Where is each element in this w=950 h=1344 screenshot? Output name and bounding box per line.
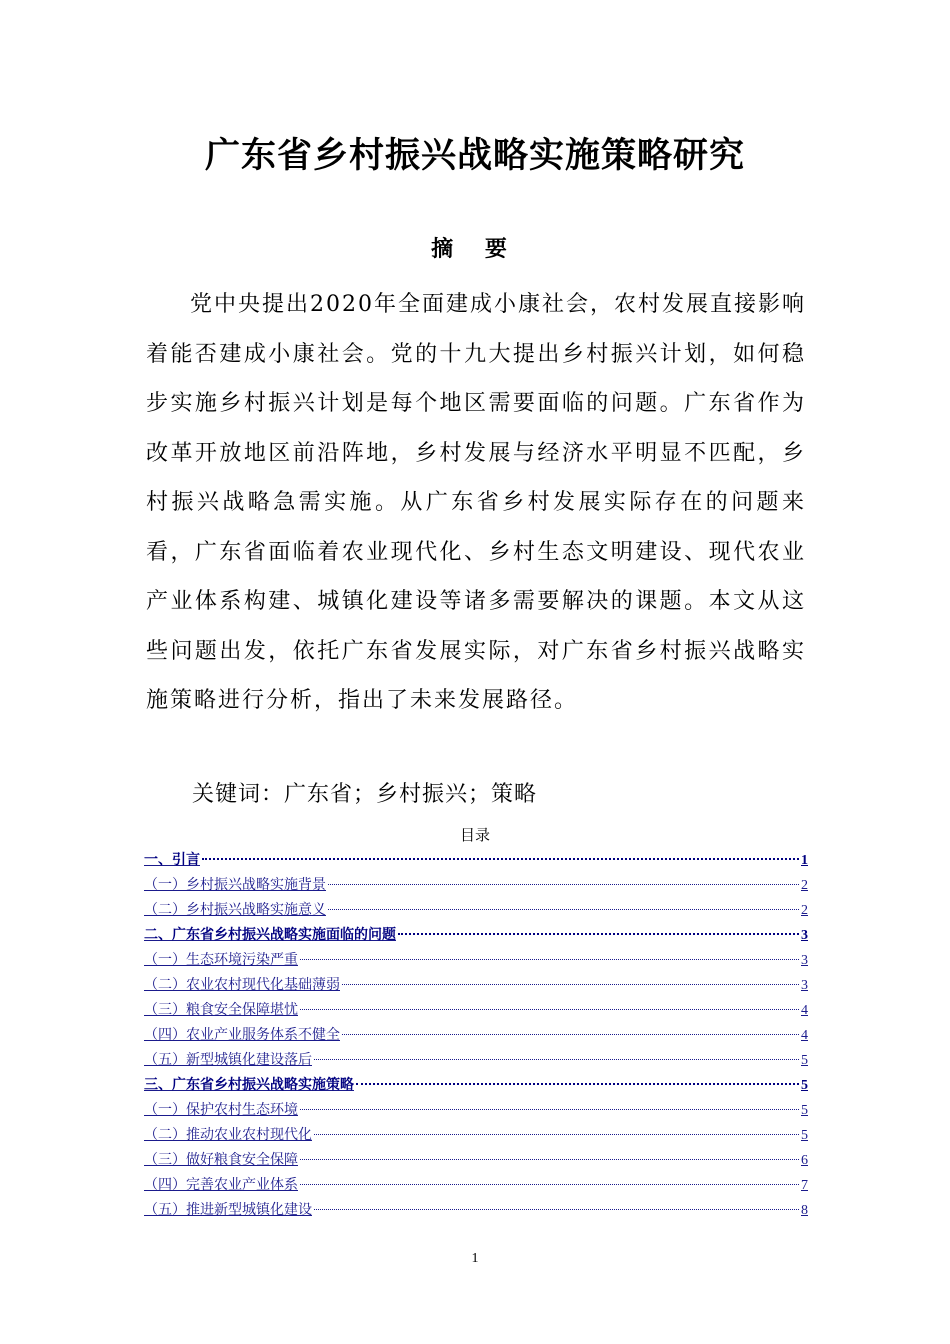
document-title: 广东省乡村振兴战略实施策略研究 <box>204 135 745 176</box>
toc-entry-label[interactable]: （四）农业产业服务体系不健全 <box>144 1028 340 1043</box>
toc-entry-page[interactable]: 5 <box>801 1103 808 1118</box>
toc-entry-page[interactable]: 1 <box>801 853 808 868</box>
toc-entry[interactable] <box>144 1198 808 1223</box>
toc-entry[interactable] <box>144 1098 808 1123</box>
toc-entry[interactable] <box>144 923 808 948</box>
toc-entry[interactable] <box>144 898 808 923</box>
toc-dot-leader <box>314 1134 799 1135</box>
toc-dot-leader <box>300 959 799 960</box>
toc-dot-leader <box>342 1034 799 1035</box>
toc-entry-label[interactable]: （三）做好粮食安全保障 <box>144 1153 298 1168</box>
toc-entry-label[interactable]: （一）保护农村生态环境 <box>144 1103 298 1118</box>
toc-entry-page[interactable]: 3 <box>801 928 808 943</box>
toc-entry-label[interactable]: （五）推进新型城镇化建设 <box>144 1203 312 1218</box>
toc-title: 目录 <box>459 826 490 844</box>
toc-entry[interactable] <box>144 1173 808 1198</box>
toc-entry[interactable] <box>144 1148 808 1173</box>
toc-entry-label[interactable]: （五）新型城镇化建设落后 <box>144 1053 312 1068</box>
toc-entry-page[interactable]: 4 <box>801 1028 808 1043</box>
toc-entry-label[interactable]: （二）乡村振兴战略实施意义 <box>144 903 326 918</box>
toc-entry-page[interactable]: 3 <box>801 978 808 993</box>
page-number: 1 <box>471 1251 479 1266</box>
toc-dot-leader <box>300 1109 799 1110</box>
toc-entry-label[interactable]: 二、广东省乡村振兴战略实施面临的问题 <box>144 928 396 943</box>
keywords: 关键词：广东省；乡村振兴；策略 <box>192 782 538 807</box>
toc-entry[interactable] <box>144 948 808 973</box>
toc-entry-page[interactable]: 5 <box>801 1053 808 1068</box>
toc-entry-label[interactable]: （四）完善农业产业体系 <box>144 1178 298 1193</box>
toc-entry-page[interactable]: 2 <box>801 903 808 918</box>
toc-dot-leader <box>328 909 799 910</box>
toc-entry-page[interactable]: 3 <box>801 953 808 968</box>
toc-dot-leader <box>314 1209 799 1210</box>
toc-entry-label[interactable]: （一）生态环境污染严重 <box>144 953 298 968</box>
toc-entry-label[interactable]: （三）粮食安全保障堪忧 <box>144 1003 298 1018</box>
toc-entry[interactable] <box>144 1123 808 1148</box>
toc-entry-label[interactable]: （二）推动农业农村现代化 <box>144 1128 312 1143</box>
toc-entry-page[interactable]: 2 <box>801 878 808 893</box>
toc-dot-leader <box>300 1009 799 1010</box>
abstract-heading: 摘 要 <box>431 236 519 262</box>
toc-entry-page[interactable]: 5 <box>801 1078 808 1093</box>
toc-entry-label[interactable]: 一、引言 <box>144 853 200 868</box>
toc-entry-page[interactable]: 5 <box>801 1128 808 1143</box>
toc-entry[interactable] <box>144 1073 808 1098</box>
toc-entry[interactable] <box>144 873 808 898</box>
toc-dot-leader <box>398 933 799 935</box>
toc-dot-leader <box>300 1159 799 1160</box>
toc-entry[interactable] <box>144 973 808 998</box>
toc-dot-leader <box>314 1059 799 1060</box>
toc-entry[interactable] <box>144 848 808 873</box>
toc-entry[interactable] <box>144 1023 808 1048</box>
toc-entry-page[interactable]: 4 <box>801 1003 808 1018</box>
toc-dot-leader <box>342 984 799 985</box>
toc-entry[interactable] <box>144 998 808 1023</box>
toc-entry-label[interactable]: （二）农业农村现代化基础薄弱 <box>144 978 340 993</box>
toc-dot-leader <box>328 884 799 885</box>
toc-entry[interactable] <box>144 1048 808 1073</box>
toc-dot-leader <box>300 1184 799 1185</box>
toc-dot-leader <box>356 1083 799 1085</box>
toc-entry-page[interactable]: 6 <box>801 1153 808 1168</box>
toc-entry-label[interactable]: 三、广东省乡村振兴战略实施策略 <box>144 1078 354 1093</box>
table-of-contents <box>144 848 808 1223</box>
toc-entry-page[interactable]: 8 <box>801 1203 808 1218</box>
toc-entry-label[interactable]: （一）乡村振兴战略实施背景 <box>144 878 326 893</box>
toc-dot-leader <box>202 858 799 860</box>
toc-entry-page[interactable]: 7 <box>801 1178 808 1193</box>
abstract-text: 党中央提出2020年全面建成小康社会，农村发展直接影响着能否建成小康社会。党的十九大提出乡村振兴计划，如何稳步实施乡村振兴计划是每个地区需要面临的问题。广东省作为改革开放地区前沿阵地，乡村发展与经济水平明显不匹配，乡村振兴战略急需实施。从广东省乡村发展实际存在的问题来看，广东省面临着农业现代化、乡村生态文明建设、现代农业产业体系构建、城镇化建设等诸多需要解决的课题。本文从这些问题出发，依托广东省发展实际，对广东省乡村振兴战略实施策略进行分析，指出了未来发展路径。 <box>146 292 806 713</box>
